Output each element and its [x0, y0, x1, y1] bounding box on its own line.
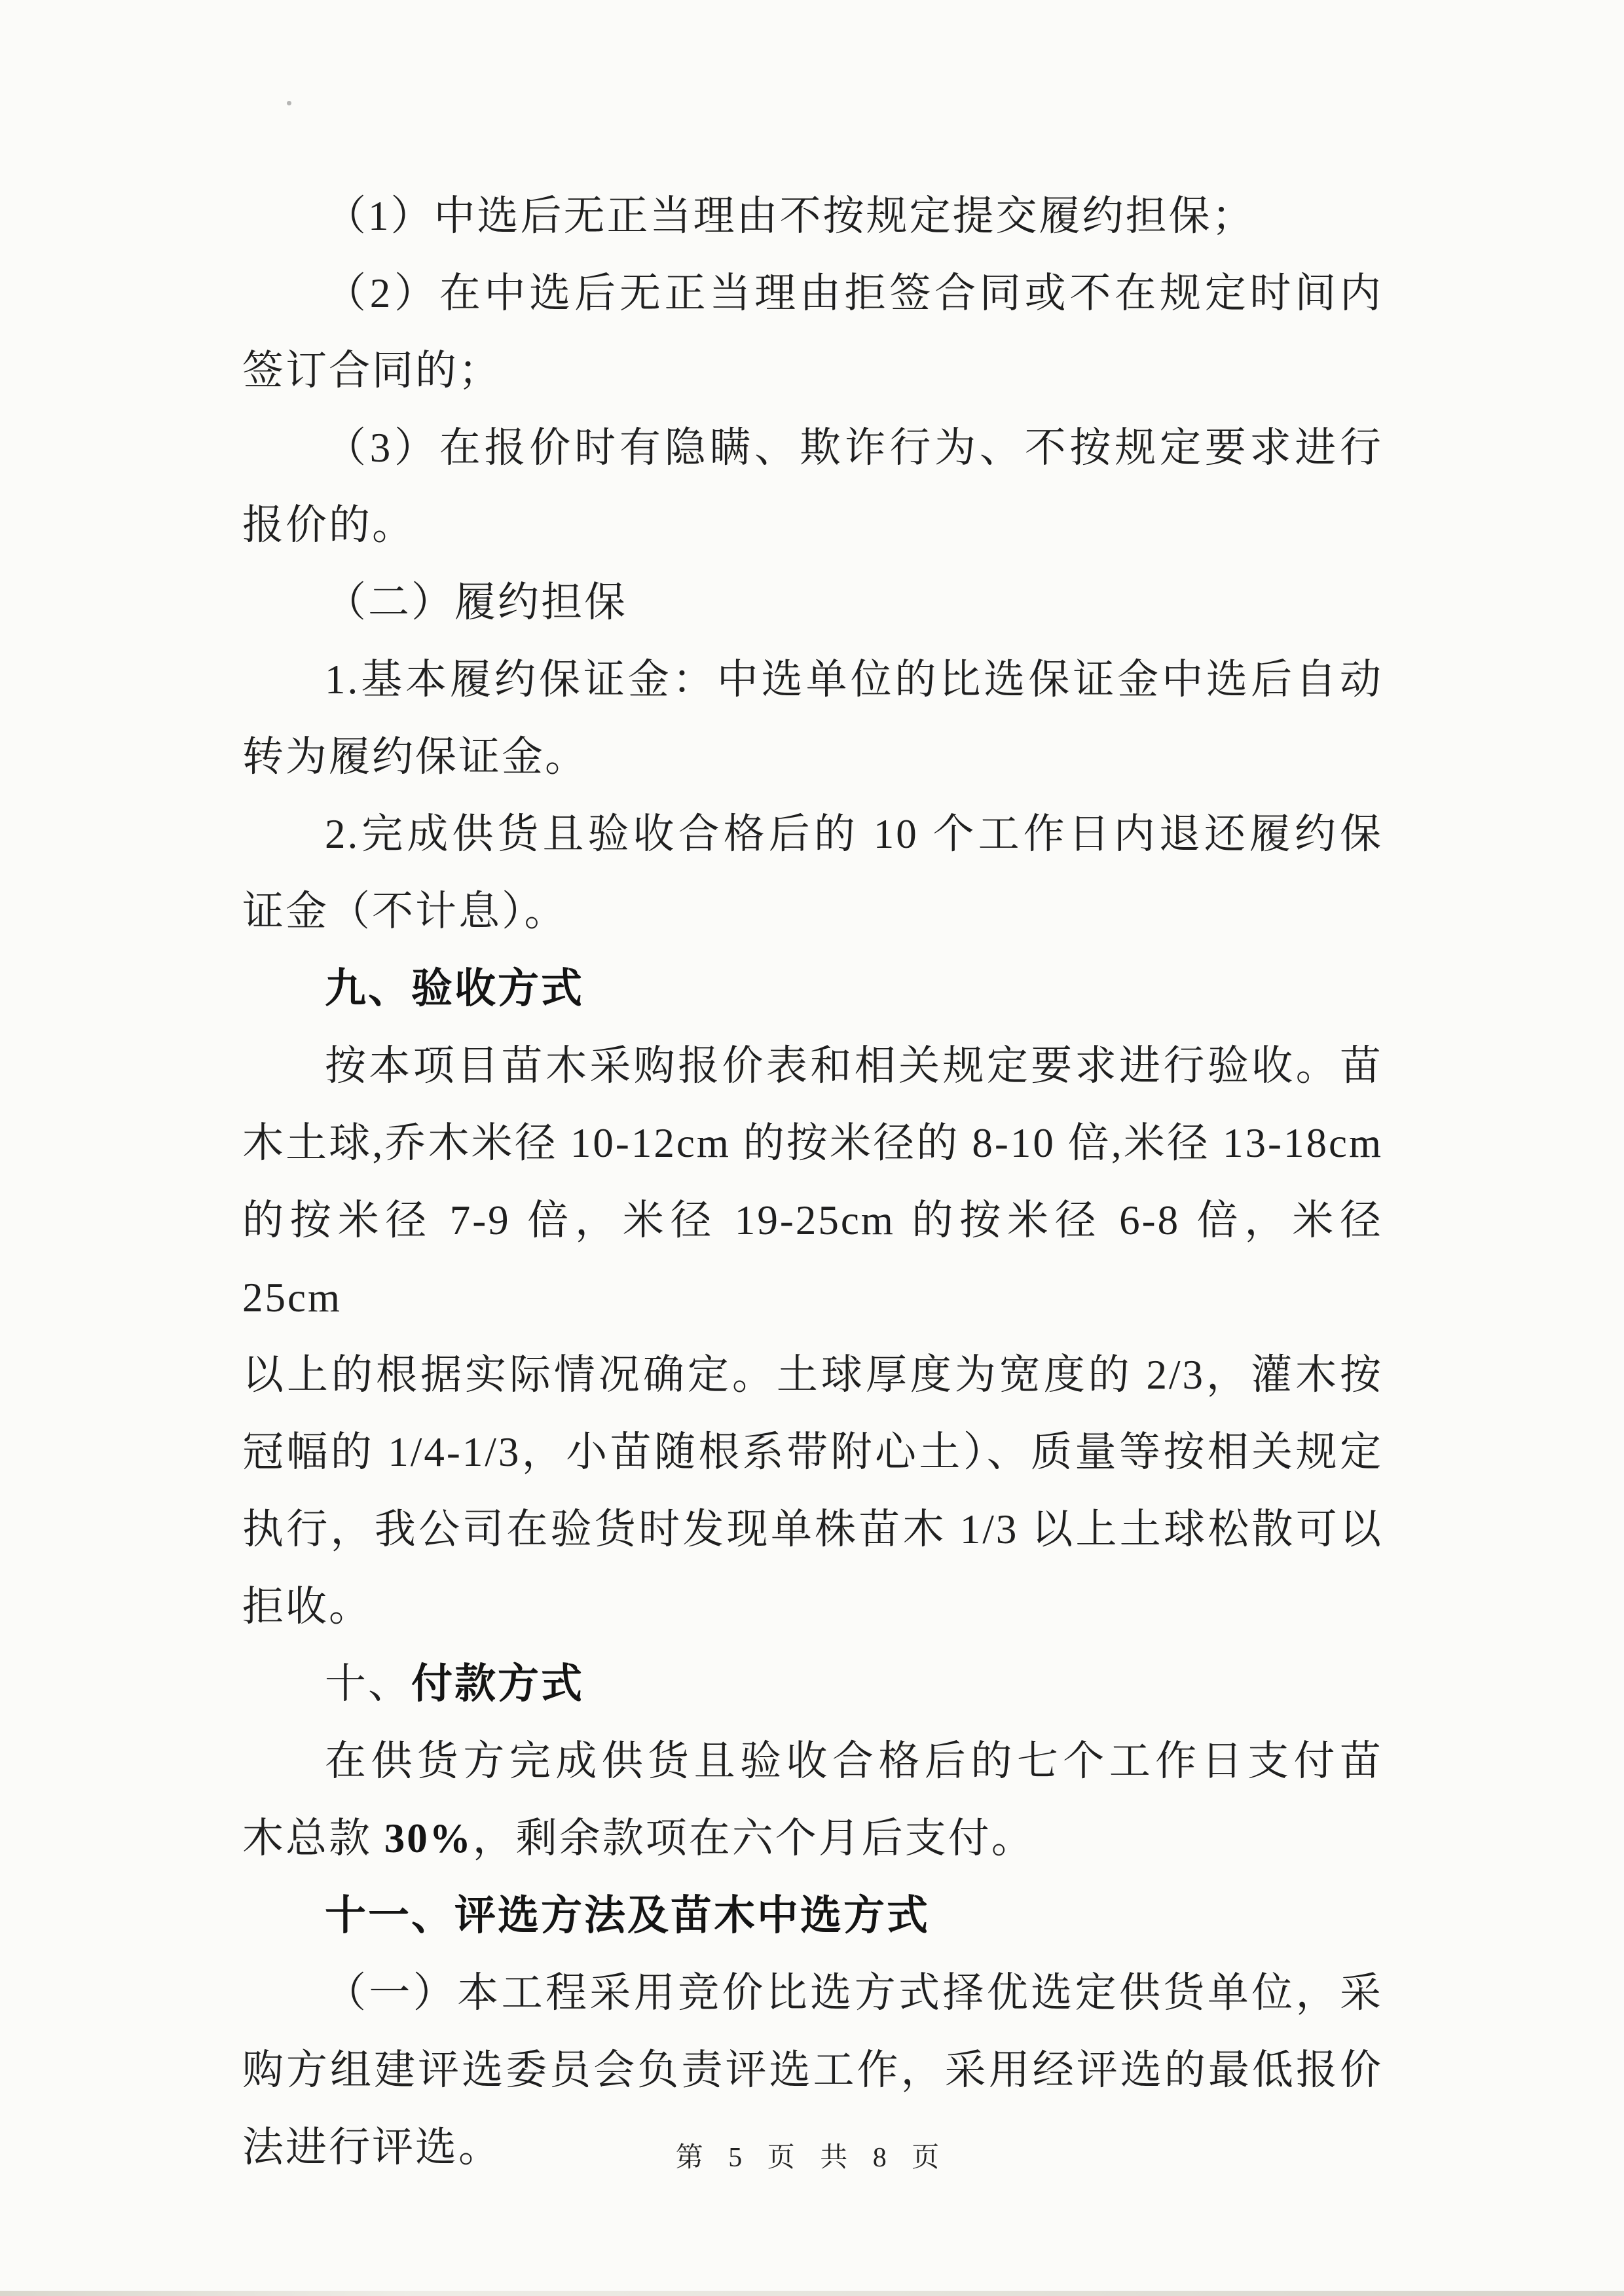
item-2-continuation: 证金（不计息）。: [242, 888, 568, 934]
payment-para-line-2: [242, 1800, 1383, 1877]
acceptance-para-line-3: 的按米径 7-9 倍，米径 19-25cm 的按米径 6-8 倍，米径 25cm: [242, 1197, 1383, 1321]
subsection-2-heading: （二）履约担保: [325, 579, 627, 625]
selection-para-line-2: 购方组建评选委员会负责评选工作，采用经评选的最低报价: [242, 2047, 1383, 2093]
acceptance-para-line-2: 木土球,乔木米径 10-12cm 的按米径的 8-10 倍,米径 13-18cm: [242, 1120, 1383, 1166]
clause-3-continuation: 报价的。: [242, 502, 415, 548]
acceptance-para-line-4: 以上的根据实际情况确定。土球厚度为宽度的 2/3，灌木按: [242, 1352, 1383, 1398]
payment-text-pre: 木总款: [242, 1815, 384, 1861]
section-10-heading: [242, 1645, 1383, 1722]
acceptance-para-line-1: 按本项目苗木采购报价表和相关规定要求进行验收。苗: [325, 1043, 1383, 1089]
selection-para-line-3: 法进行评选。: [242, 2124, 502, 2170]
item-1-continuation: 转为履约保证金。: [242, 734, 588, 780]
page-number-footer: 第 5 页 共 8 页: [675, 2143, 949, 2173]
item-1-line: 1.基本履约保证金：中选单位的比选保证金中选后自动: [325, 657, 1383, 702]
scan-edge-artifact: [0, 2291, 1624, 2296]
payment-text-post: ，剩余款项在六个月后支付。: [472, 1815, 1035, 1861]
clause-1-line: （1）中选后无正当理由不按规定提交履约担保；: [325, 193, 1255, 239]
selection-para-line-1: （一）本工程采用竞价比选方式择优选定供货单位，采: [325, 1970, 1383, 2016]
payment-para-line-1: 在供货方完成供货且验收合格后的七个工作日支付苗: [325, 1738, 1383, 1784]
scan-artifact-dot: [287, 101, 291, 105]
section-11-heading: 十一、评选方法及苗木中选方式: [325, 1893, 930, 1939]
clause-2-line: （2）在中选后无正当理由拒签合同或不在规定时间内: [325, 270, 1383, 316]
document-body: [242, 177, 1383, 2186]
clause-2-continuation: 签订合同的；: [242, 348, 502, 393]
payment-percentage: 30%: [384, 1815, 473, 1861]
clause-3-line: （3）在报价时有隐瞒、欺诈行为、不按规定要求进行: [325, 425, 1383, 471]
acceptance-para-line-5: 冠幅的 1/4-1/3，小苗随根系带附心土）、质量等按相关规定: [242, 1429, 1383, 1475]
acceptance-para-line-7: 拒收。: [242, 1584, 372, 1630]
acceptance-para-line-6: 执行，我公司在验货时发现单株苗木 1/3 以上土球松散可以: [242, 1506, 1383, 1552]
item-2-line: 2.完成供货且验收合格后的 10 个工作日内退还履约保: [325, 811, 1383, 857]
section-10-number: 十、: [325, 1661, 411, 1707]
section-9-heading: 九、验收方式: [325, 966, 584, 1011]
section-10-title: 付款方式: [411, 1661, 584, 1707]
